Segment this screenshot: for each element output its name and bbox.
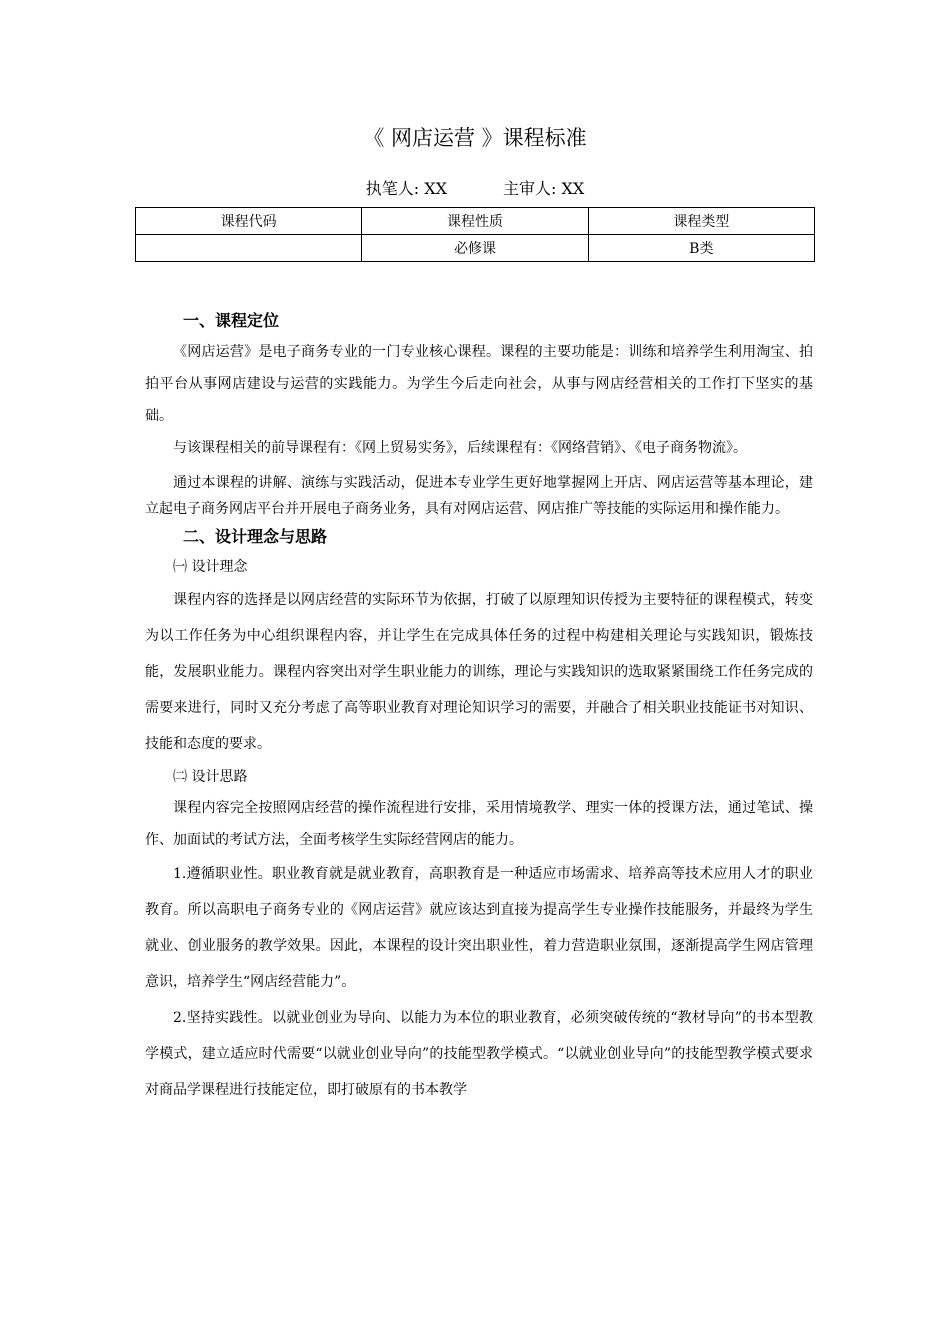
- table-header-row: [136, 208, 815, 235]
- subsection-heading: ㈠ 设计理念: [173, 559, 248, 575]
- writer: 执笔人: XX: [365, 179, 447, 198]
- section-heading: 二、设计理念与思路: [183, 527, 328, 546]
- paragraph: 《网店运营》是电子商务专业的一门专业核心课程。课程的主要功能是：训练和培养学生利用淘宝、拍拍平台从事网店建设与运营的实践能力。为学生今后走向社会，从事与网店经营相关的工作打下坚实的基础。: [145, 344, 813, 424]
- paragraph: 通过本课程的讲解、演练与实践活动，促进本专业学生更好地掌握网上开店、网店运营等基本理论，建立起电子商务网店平台并开展电子商务业务，具有对网店运营、网店推广等技能的实际运用和操作能力。: [145, 475, 813, 517]
- table-cell: B类: [588, 235, 814, 262]
- table-cell: 必修课: [362, 235, 588, 262]
- paragraph: 课程内容的选择是以网店经营的实际环节为依据，打破了以原理知识传授为主要特征的课程模式，转变为以工作任务为中心组织课程内容，并让学生在完成具体任务的过程中构建相关理论与实践知识，锻炼技能，发展职业能力。课程内容突出对学生职业能力的训练，理论与实践知识的选取紧紧围绕工作任务完成的需要来进行，同时又充分考虑了高等职业教育对理论知识学习的需要，并融合了相关职业技能证书对知识、技能和态度的要求。: [145, 592, 813, 752]
- table-header-cell: 课程性质: [362, 208, 588, 235]
- table-row: [136, 235, 815, 262]
- subsection-heading: ㈡ 设计思路: [173, 769, 248, 785]
- document-body: [145, 306, 813, 1108]
- authors-line: [0, 176, 950, 199]
- section-heading: 一、课程定位: [183, 311, 280, 330]
- paragraph: 1.遵循职业性。职业教育就是就业教育，高职教育是一种适应市场需求、培养高等技术应用人才的职业教育。所以高职电子商务专业的《网店运营》就应该达到直接为提高学生专业操作技能服务，并最终为学生就业、创业服务的教学效果。因此，本课程的设计突出职业性，着力营造职业氛围，逐渐提高学生网店管理意识，培养学生“网店经营能力”。: [145, 866, 813, 990]
- reviewer: 主审人: XX: [503, 179, 585, 198]
- paragraph: 课程内容完全按照网店经营的操作流程进行安排，采用情境教学、理实一体的授课方法，通过笔试、操作、加面试的考试方法，全面考核学生实际经营网店的能力。: [145, 800, 813, 848]
- document-title: 《 网店运营 》课程标准: [363, 126, 587, 150]
- table-cell: [136, 235, 362, 262]
- table-header-cell: 课程代码: [136, 208, 362, 235]
- paragraph: 2.坚持实践性。以就业创业为导向、以能力为本位的职业教育，必须突破传统的“教材导向”的书本型教学模式，建立适应时代需要“以就业创业导向”的技能型教学模式。“以就业创业导向”的技能型教学模式要求对商品学课程进行技能定位，即打破原有的书本教学: [145, 1010, 813, 1098]
- course-info-table: [135, 207, 815, 262]
- table-header-cell: 课程类型: [588, 208, 814, 235]
- paragraph: 与该课程相关的前导课程有：《网上贸易实务》，后续课程有：《网络营销》、《电子商务物流》。: [173, 440, 747, 456]
